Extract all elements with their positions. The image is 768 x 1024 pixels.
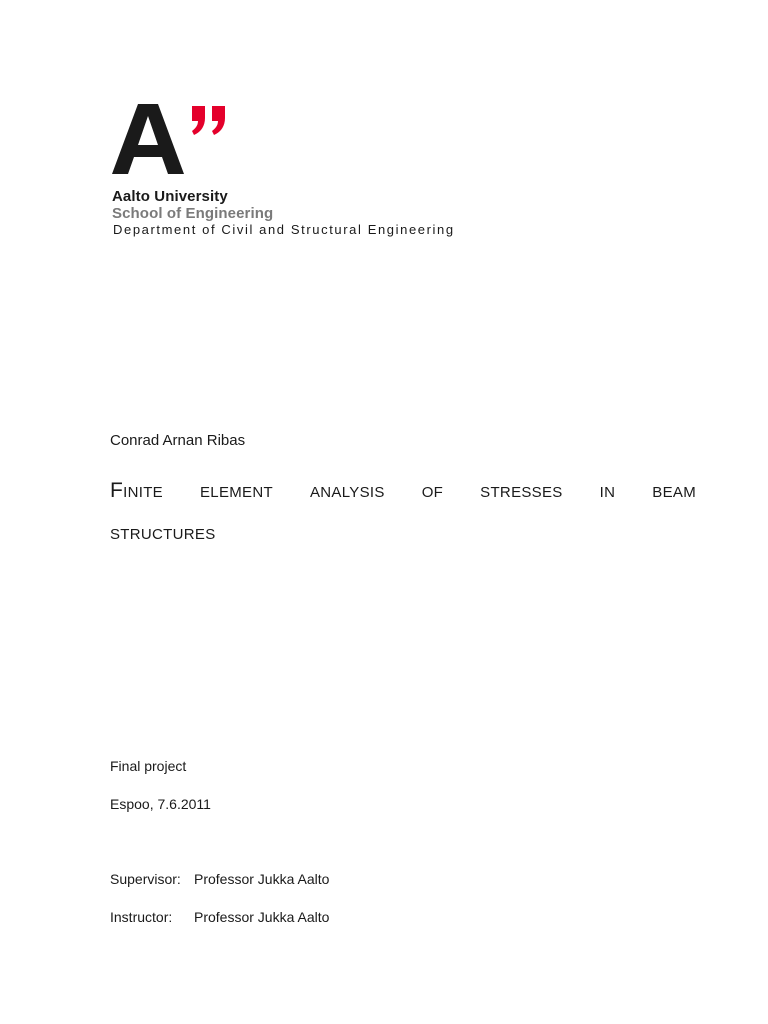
university-header <box>112 104 512 237</box>
supervisor-label: Supervisor: <box>110 871 181 887</box>
thesis-title-line-2: structures <box>110 521 216 544</box>
instructor-label: Instructor: <box>110 909 173 925</box>
department-name: Department of Civil and Structural Engineering <box>113 222 455 237</box>
university-name: Aalto University <box>112 188 228 205</box>
author-name: Conrad Arnan Ribas <box>110 432 246 449</box>
place-and-date: Espoo, 7.6.2011 <box>110 796 211 812</box>
thesis-title <box>110 470 696 554</box>
instructor-name: Professor Jukka Aalto <box>194 909 330 925</box>
aalto-logo-icon <box>112 104 232 178</box>
instructor-row <box>110 909 329 925</box>
thesis-title-line-1: Finite element analysis of stresses in beam <box>110 479 696 502</box>
supervisor-row <box>110 871 329 887</box>
school-name: School of Engineering <box>112 205 274 222</box>
document-type: Final project <box>110 758 187 774</box>
supervisor-name: Professor Jukka Aalto <box>194 871 330 887</box>
